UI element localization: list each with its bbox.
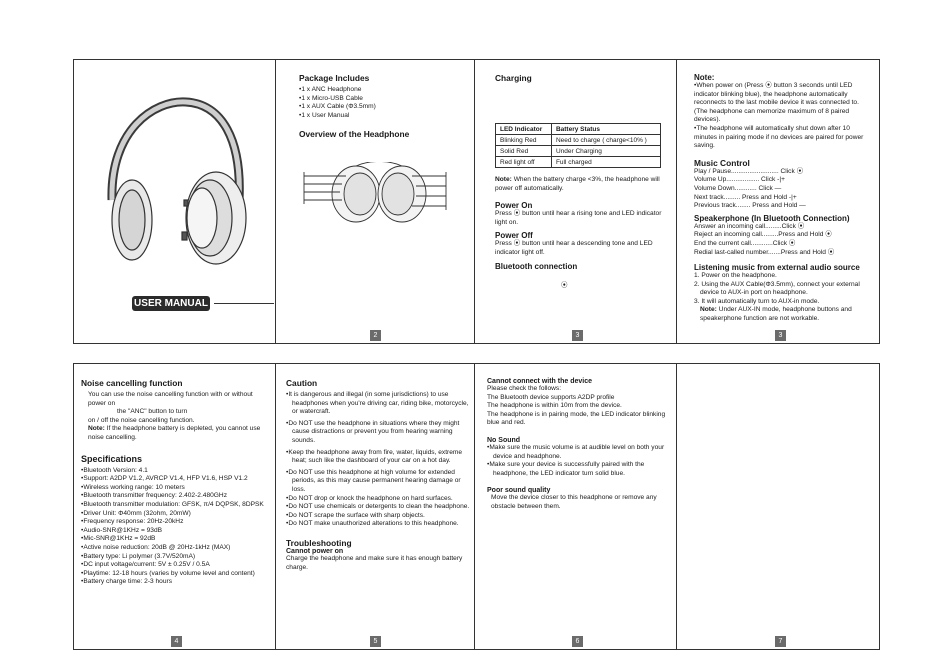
note-title: Note: xyxy=(694,73,715,82)
list-item: • Battery charge time: 2-3 hours xyxy=(81,578,269,587)
battery-status-table xyxy=(495,123,661,168)
headphone-overview-diagram xyxy=(294,162,464,232)
user-manual-label: USER MANUAL xyxy=(132,296,210,311)
table-cell: Blinking Red xyxy=(496,135,552,146)
music-line: Play / Pause.......................... Click ⦿ xyxy=(694,167,804,175)
list-item: • Active noise reduction: 20dB @ 20Hz-1kHz (MAX) xyxy=(81,544,269,553)
nc-note: Note: If the headphone battery is depleted, you cannot use noise cancelling. xyxy=(88,425,261,441)
list-item: • DC input voltage/current: 5V ± 0.25V / 0.5A xyxy=(81,561,269,570)
table-row xyxy=(496,146,661,157)
table-cell: Red light off xyxy=(496,157,552,168)
table-cell: Full charged xyxy=(551,157,660,168)
charging-title: Charging xyxy=(495,73,532,83)
list-item: • Do NOT make unauthorized alterations to this headphone. xyxy=(286,520,470,529)
package-panel xyxy=(276,60,475,343)
power-off-text: Press ⦿ button until hear a descending tone and LED indicator light off. xyxy=(495,240,653,256)
bluetooth-title: Bluetooth connection xyxy=(495,261,578,271)
list-item: • Make sure the music volume is at audible level on both your device and headphone. xyxy=(487,444,669,461)
cc-line: The headphone is within 10m from the device. xyxy=(487,402,622,410)
list-item: • Frequency response: 20Hz-20kHz xyxy=(81,518,269,527)
poor-sound-title: Poor sound quality xyxy=(487,487,551,495)
controls-panel xyxy=(677,60,881,343)
page-number: 7 xyxy=(775,636,786,647)
list-item: • Audio-SNR@1KHz = 93dB xyxy=(81,527,269,536)
power-off-title: Power Off xyxy=(495,231,533,241)
cannot-connect-title: Cannot connect with the device xyxy=(487,378,593,385)
power-on-title: Power On xyxy=(495,201,533,211)
headphone-illustration xyxy=(74,60,276,290)
no-sound-title: No Sound xyxy=(487,436,521,444)
troubleshooting-panel xyxy=(475,364,677,649)
list-item: • When power on (Press ⦿ button 3 seconds until LED indicator blinking blue), the headphone automatically reconnects to the last mobile device it was connected to. (The headphone can memorize maximum of 8 paired devices). xyxy=(694,82,869,125)
list-item: • Bluetooth Version: 4.1 xyxy=(81,467,269,476)
speaker-line: Reject an incoming call.........Press and Hold ⦿ xyxy=(694,231,832,239)
bottom-sheet xyxy=(73,363,880,650)
music-control-title: Music Control xyxy=(694,157,750,168)
aux-step: 3. It will automatically turn to AUX-in mode. xyxy=(694,297,820,305)
table-row xyxy=(496,135,661,146)
list-item: • Driver Unit: Φ40mm (32ohm, 20mW) xyxy=(81,510,269,519)
charge-note: Note: When the battery charge <3%, the headphone will power off automatically. xyxy=(495,176,660,192)
list-item: • It is dangerous and illegal (in some jurisdictions) to use headphones when you're driving car, riding bike, motorcycle, or watercraft. xyxy=(286,391,470,417)
blank-panel xyxy=(677,364,881,649)
list-item: • Support: A2DP V1.2, AVRCP V1.4, HFP V1.6, HSP V1.2 xyxy=(81,475,269,484)
caution-title: Caution xyxy=(286,378,318,388)
aux-note: Note: Under AUX-IN mode, headphone buttons and speakerphone function are not workable. xyxy=(700,306,852,323)
table-cell: Solid Red xyxy=(496,146,552,157)
page-number: 3 xyxy=(775,330,786,341)
charging-panel xyxy=(475,60,677,343)
page-number: 5 xyxy=(370,636,381,647)
speakerphone-title: Speakerphone (In Bluetooth Connection) xyxy=(694,213,850,223)
music-line: Volume Up.................. Click -|+ xyxy=(694,176,785,184)
power-button-icon: ⦿ xyxy=(561,282,568,289)
list-item: • Do NOT use chemicals or detergents to clean the headphone. xyxy=(286,503,470,512)
speaker-line: Answer an incoming call.........Click ⦿ xyxy=(694,222,805,230)
note-list xyxy=(694,82,869,151)
cc-line: Please check the follows: xyxy=(487,385,562,392)
top-sheet xyxy=(73,59,880,344)
list-item: • Playtime: 12-18 hours (varies by volume level and content) xyxy=(81,570,269,579)
aux-step: 2. Using the AUX Cable(Φ3.5mm), connect your external device to AUX-in port on headphone. xyxy=(694,280,860,297)
list-item: • 1 x AUX Cable (Φ3.5mm) xyxy=(299,103,469,112)
list-item: • Bluetooth transmitter frequency: 2.402-2.480GHz xyxy=(81,492,269,501)
overview-title: Overview of the Headphone xyxy=(299,129,410,140)
list-item: • 1 x ANC Headphone xyxy=(299,86,469,95)
music-line: Next track......... Press and Hold -|+ xyxy=(694,193,797,201)
speaker-line: End the current call............Click ⦿ xyxy=(694,239,796,247)
nc-text: on / off the noise cancelling function. xyxy=(88,416,195,424)
list-item: • Make sure your device is successfully paired with the headphone, the LED indicator turn solid blue. xyxy=(487,461,669,478)
list-item: • Battery type: Li polymer (3.7V/520mA) xyxy=(81,553,269,562)
music-line: Previous track........ Press and Hold — xyxy=(694,202,806,210)
table-header: LED Indicator xyxy=(496,124,552,135)
list-item: • The headphone will automatically shut down after 10 minutes in pairing mode if no devices are paired for power saving. xyxy=(694,125,869,151)
cover-rule xyxy=(214,303,274,304)
nc-text: You can use the noise cancelling function with or without power on xyxy=(88,391,253,407)
list-item: • Do NOT scrape the surface with sharp objects. xyxy=(286,512,470,521)
table-cell: Need to charge ( charge<10% ) xyxy=(551,135,660,146)
aux-step: 1. Power on the headphone. xyxy=(694,272,777,280)
list-item: • Do NOT use the headphone in situations where they might cause distractions or prevent you from hearing warning sounds. xyxy=(286,420,470,446)
list-item: • Bluetooth transmitter modulation: GFSK, π/4 DQPSK, 8DPSK xyxy=(81,501,269,510)
spec-list xyxy=(81,467,269,587)
no-sound-list xyxy=(487,444,669,478)
table-cell: Under Charging xyxy=(551,146,660,157)
troubleshooting-title: Troubleshooting xyxy=(286,537,352,548)
page-number: 4 xyxy=(171,636,182,647)
page-number: 2 xyxy=(370,330,381,341)
specifications-title: Specifications xyxy=(81,453,143,464)
caution-panel xyxy=(276,364,475,649)
cannot-power-on-text: Charge the headphone and make sure it has enough battery charge. xyxy=(286,554,463,571)
cc-line: The Bluetooth device supports A2DP profile xyxy=(487,393,615,401)
package-title: Package Includes xyxy=(299,73,370,83)
cover-panel xyxy=(74,60,276,343)
page-number: 6 xyxy=(572,636,583,647)
list-item: • Keep the headphone away from fire, water, liquids, extreme heat; such like the dashboard of your car on a hot day. xyxy=(286,449,470,466)
list-item: • Do NOT use this headphone at high volume for extended periods, as this may cause permanent hearing damage or loss. xyxy=(286,469,470,495)
list-item: • Do NOT drop or knock the headphone on hard surfaces. xyxy=(286,495,470,504)
poor-sound-text: Move the device closer to this headphone or remove any obstacle between them. xyxy=(491,494,657,510)
list-item: • 1 x Micro-USB Cable xyxy=(299,95,469,104)
table-row xyxy=(496,124,661,135)
specs-panel xyxy=(74,364,276,649)
table-row xyxy=(496,157,661,168)
list-item: • Mic-SNR@1KHz = 92dB xyxy=(81,535,269,544)
aux-title: Listening music from external audio source xyxy=(694,263,860,273)
cc-line: The headphone is in pairing mode, the LED indicator blinking blue and red. xyxy=(487,410,666,427)
caution-list xyxy=(286,391,470,529)
cannot-power-on-title: Cannot power on xyxy=(286,547,344,555)
power-on-text: Press ⦿ button until hear a rising tone and LED indicator light on. xyxy=(495,210,662,226)
music-line: Volume Down............ Click — xyxy=(694,184,782,192)
page-number: 3 xyxy=(572,330,583,341)
package-list xyxy=(299,86,469,120)
list-item: • Wireless working range: 10 meters xyxy=(81,484,269,493)
list-item: • 1 x User Manual xyxy=(299,112,469,121)
speaker-line: Redial last-called number.......Press and Hold ⦿ xyxy=(694,248,835,256)
table-header: Battery Status xyxy=(551,124,660,135)
noise-cancelling-title: Noise cancelling function xyxy=(81,378,183,388)
nc-text: the "ANC" button to turn xyxy=(117,408,188,416)
